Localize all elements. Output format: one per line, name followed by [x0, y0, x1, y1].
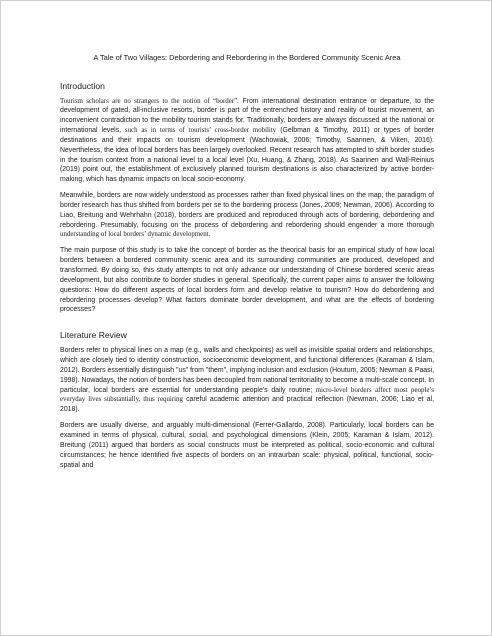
text-run: such as in terms of tourists’ cross-border mobility: [121, 127, 277, 135]
section-spacer: [60, 321, 434, 330]
body-paragraph: [60, 97, 434, 186]
text-run: Meanwhile, borders are now widely understood as processes rather than fixed physical lines on the map; the paradigm of border research has thus shifted from borders per se to the bordering process (Jones, 2009; Newman, 2006). According to Liao, Breitung and Wehrhahn (2018), borders are produced and reproduced through acts of bordering, debordering and rebordering. Presumably, focusing on the process of debordering and rebordering should engender a more thorough: [60, 192, 434, 229]
section-heading: Introduction: [60, 80, 105, 91]
text-run: The main purpose of this study is to take the concept of border as the theorical basis for an empirical study of how local borders between a bordered community scenic area and its surrounding communities are produced, developed and transformed. By doing so, this study attempts to not only advance our understanding of Chinese bordered scenic areas development, but also contribute to border studies in general. Specifically, the current paper aims to answer the following questions: How do different aspects of local borders form and develop relative to tourism? How do debordering and rebordering processes develop? What factors dominate border development, and what are the effects of bordering processes?: [60, 247, 434, 314]
page-content: [60, 53, 434, 476]
text-run: micro-level borders affect most people’s everyday lives substantially, thus requiring: [60, 386, 434, 404]
body-paragraph: [60, 346, 434, 415]
body-paragraph: [60, 191, 434, 240]
paper-title: A Tale of Two Villages: Debordering and Rebordering in the Bordered Community Scenic Area: [93, 53, 401, 62]
text-run: Borders refer to physical lines on a map (e.g., walls and checkpoints) as well as invisible spatial orders and relationships, which are closely tied to identity construction, socioeconomic development, and functional differences (Karaman & Islam, 2012). Borders essentially distinguish "us" from "them", implying inclusion and exclusion (Houtum, 2005; Newman & Paasi, 1998). Nowadays, the notion of borders has been decoupled from national territoriality to become a multi-scale concept. In particular, local borders are essential for understanding people’s daily routine;: [60, 347, 435, 394]
text-run: Borders are usually diverse, and arguably multi-dimensional (Ferrer-Gallardo, 2008). Particularly, local borders can be examined in terms of physical, cultural, social, and psychological dimensions (Klein, 2005; Karaman & Islam, 2012). Breitung (2011) argued that borders as social constructs must be interpreted as political, socio-economic and cultural circumstances; he hence identified five aspects of borders on an intraurban scale: physical, political, functional, socio-spatial and: [60, 422, 434, 469]
body-paragraph: [60, 421, 434, 470]
text-run: understanding of local borders’ dynamic development.: [60, 231, 211, 239]
section-heading: Literature Review: [60, 330, 127, 341]
sections-container: [60, 81, 434, 471]
text-run: careful academic attention and practical reflection (Newman, 2006; Liao et al, 2018).: [60, 396, 434, 414]
text-run: (Gelbman & Timothy, 2011) or types of border destinations and their impacts on tourism development (Wachowiak, 2006; Timothy, Saarinen, & Viken, 2016). Nevertheless, the idea of local borders has been largely overlooked. Recent research has attempted to shift border studies in the tourism context from a national level to a local level (Xu, Huang, & Zhang, 2018). As Saarinen and Wall-Reinius (2019) point out, the establishment of exclusively planned tourism destinations is also characterized by active border-making, which has dynamic impacts on local socio-economy.: [60, 127, 434, 184]
body-paragraph: [60, 246, 434, 315]
text-run: From international destination entrance or departure, to the development of gated, all-inclusive resorts, border is part of the entrenched history and reality of tourist movement, an inconvenient contradiction to the mobility tourism stands for. Traditionally, borders are always discussed at the national or international levels,: [60, 97, 434, 135]
text-run: Tourism scholars are no strangers to the notion of “border”.: [60, 97, 239, 105]
